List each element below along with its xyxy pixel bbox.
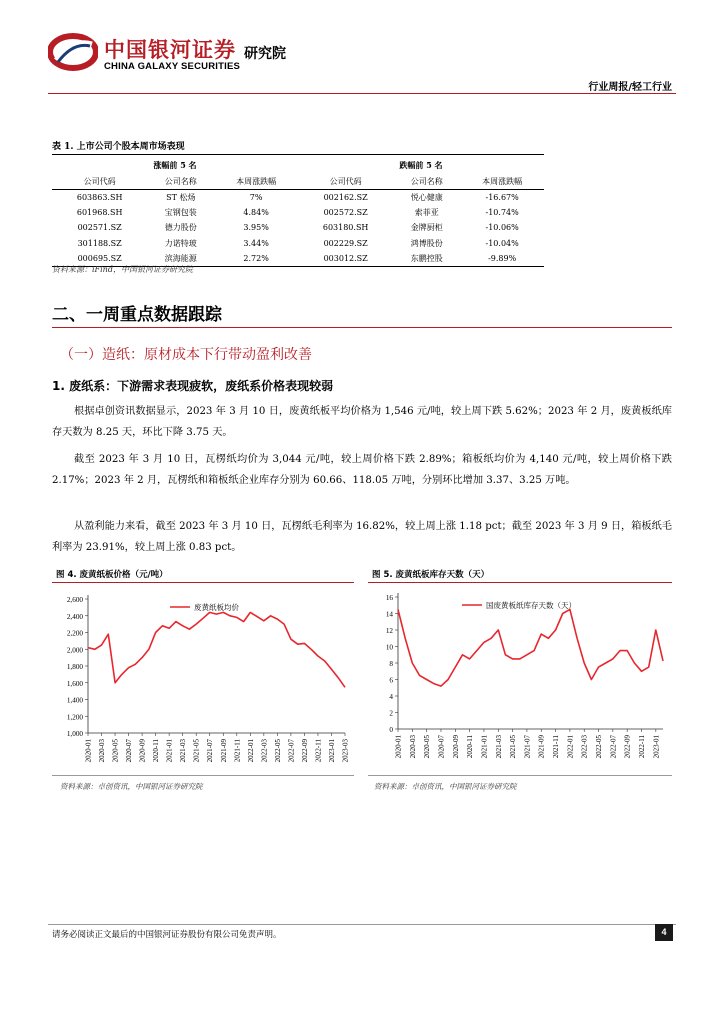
x-tick-label: 2022-01 <box>246 739 255 763</box>
y-tick-label: 1,400 <box>66 696 83 705</box>
x-tick-label: 2021-05 <box>192 739 201 763</box>
table-cell: 000695.SZ <box>77 254 122 263</box>
body-paragraph: 截至 2023 年 3 月 10 日，瓦楞纸均价为 3,044 元/吨，较上周价格下跌 2.89%；箱板纸均价为 4,140 元/吨，较上周价格下跌 2.17%；2023 年 2 月，瓦楞纸和箱板纸企业库存分别为 60.66、118.05 万吨，分别环比增加 3.37、3.25 万吨。 <box>52 454 672 486</box>
figure-caption: 图 4. 废黄纸板价格（元/吨） <box>56 570 168 580</box>
figure-source: 资料来源：卓创资讯，中国银河证券研究院 <box>60 782 203 791</box>
group-losers: 跌幅前 5 名 <box>399 160 443 171</box>
x-tick-label: 2020-07 <box>437 735 446 759</box>
x-tick-label: 2020-01 <box>394 735 403 759</box>
report-category: 行业周报/轻工行业 <box>588 82 672 93</box>
x-tick-label: 2022-03 <box>260 739 269 763</box>
x-tick-label: 2020-09 <box>138 739 147 763</box>
x-tick-label: 2021-01 <box>165 739 174 763</box>
x-tick-label: 2021-03 <box>179 739 188 763</box>
x-tick-label: 2021-09 <box>219 739 228 763</box>
x-tick-label: 2021-07 <box>523 735 532 759</box>
disclaimer-text: 请务必阅读正文最后的中国银河证券股份有限公司免责声明。 <box>52 930 282 940</box>
legend-label: 废黄纸板均价 <box>194 603 239 612</box>
x-tick-label: 2021-03 <box>494 735 503 759</box>
inventory-days-chart <box>368 584 672 774</box>
figure-bottom-rule <box>368 775 672 776</box>
x-tick-label: 2021-01 <box>480 735 489 759</box>
table-cell: -9.89% <box>488 254 517 263</box>
logo-text-cn: 中国银河证券 <box>104 38 236 62</box>
figure-source: 资料来源：卓创资讯，中国银河证券研究院 <box>374 782 517 791</box>
table-cell: 003012.SZ <box>323 254 368 263</box>
galaxy-logo-icon <box>48 32 98 72</box>
table-cell: 宝钢包装 <box>164 207 197 217</box>
table-top-rule <box>52 154 544 155</box>
table-cell: 力诺特玻 <box>164 238 197 248</box>
subsection-heading: （一）造纸：原材成本下行带动盈利改善 <box>60 347 312 363</box>
section-divider <box>52 327 672 328</box>
series-line <box>88 612 345 687</box>
col-header: 本周涨跌幅 <box>482 176 523 186</box>
table-cell: 002162.SZ <box>323 192 368 202</box>
x-tick-label: 2020-05 <box>423 735 432 759</box>
y-tick-label: 6 <box>389 676 393 685</box>
table-cell: 3.44% <box>243 238 269 248</box>
x-tick-label: 2022-03 <box>580 735 589 759</box>
table-cell: 德力股份 <box>164 223 197 233</box>
y-tick-label: 8 <box>389 660 393 668</box>
table-row <box>52 205 544 221</box>
body-paragraph: 根据卓创资讯数据显示，2023 年 3 月 10 日，废黄纸板平均价格为 1,546 元/吨，较上周下跌 5.62%；2023 年 2 月，废黄板纸库存天数为 8.25 天，环比下降 3.75 天。 <box>52 406 672 438</box>
institute-label: 研究院 <box>244 46 286 62</box>
table-row <box>52 236 544 252</box>
legend-label: 国废黄板纸库存天数（天） <box>486 601 576 610</box>
y-tick-label: 0 <box>389 726 393 734</box>
col-header: 本周涨跌幅 <box>236 176 277 186</box>
table-cell: 索菲亚 <box>414 207 439 217</box>
x-tick-label: 2021-09 <box>537 735 546 759</box>
x-tick-label: 2022-09 <box>623 735 632 759</box>
x-tick-label: 2023-01 <box>327 739 336 763</box>
table-cell: 3.95% <box>243 223 269 233</box>
y-tick-label: 2,200 <box>66 629 83 638</box>
figure-rule <box>52 582 354 583</box>
table-header-row <box>52 174 544 190</box>
y-tick-label: 16 <box>385 594 393 602</box>
x-tick-label: 2022-01 <box>566 735 575 759</box>
table-group-row <box>52 158 544 174</box>
table-cell: 金牌厨柜 <box>410 223 443 233</box>
table-cell: -10.74% <box>485 207 519 217</box>
header-divider <box>48 93 676 94</box>
y-tick-label: 2,600 <box>66 596 83 604</box>
table-cell: 鸿博股份 <box>410 238 443 248</box>
x-tick-label: 2020-01 <box>84 739 93 763</box>
topic-heading: 1. 废纸系：下游需求表现疲软，废纸系价格表现较弱 <box>52 379 334 393</box>
col-header: 公司名称 <box>164 176 197 186</box>
table-cell: 002572.SZ <box>323 207 368 217</box>
x-tick-label: 2020-07 <box>125 739 134 763</box>
col-header: 公司代码 <box>83 176 116 186</box>
table-cell: 4.84% <box>243 207 269 217</box>
y-tick-label: 1,000 <box>66 730 83 738</box>
x-tick-label: 2022-09 <box>300 739 309 763</box>
table-cell: -16.67% <box>485 192 519 202</box>
group-gainers: 涨幅前 5 名 <box>153 160 197 171</box>
table-cell: -10.04% <box>485 238 519 248</box>
x-tick-label: 2020-11 <box>466 735 475 759</box>
x-tick-label: 2020-03 <box>98 739 107 763</box>
table-cell: 7% <box>249 192 263 202</box>
x-tick-label: 2020-05 <box>111 739 120 763</box>
table-cell: 002229.SZ <box>323 238 368 248</box>
table-source: 资料来源：iFind，中国银河证券研究院 <box>52 265 193 274</box>
table-cell: -10.06% <box>485 223 519 233</box>
y-tick-label: 2 <box>389 709 393 718</box>
col-header: 公司名称 <box>410 176 443 186</box>
x-tick-label: 2020-11 <box>152 739 161 763</box>
x-tick-label: 2022-11 <box>314 739 323 763</box>
table-cell: 2.72% <box>243 254 269 263</box>
body-paragraph: 从盈利能力来看，截至 2023 年 3 月 10 日，瓦楞纸毛利率为 16.82%，较上周上涨 1.18 pct；截至 2023 年 3 月 9 日，箱板纸毛利率为 23.91%，较上周上涨 0.83 pct。 <box>52 521 672 553</box>
section-heading: 二、一周重点数据跟踪 <box>52 305 222 325</box>
figure-bottom-rule <box>52 775 354 776</box>
x-tick-label: 2020-03 <box>408 735 417 759</box>
y-tick-label: 2,000 <box>66 646 83 655</box>
x-tick-label: 2022-11 <box>638 735 647 759</box>
x-tick-label: 2022-05 <box>595 735 604 759</box>
table-cell: 滨海能源 <box>164 254 197 263</box>
y-tick-label: 12 <box>385 627 393 635</box>
table-cell: 301188.SZ <box>77 238 122 248</box>
table-row <box>52 220 544 236</box>
footer-divider <box>48 924 676 925</box>
page-number: 4 <box>655 924 673 941</box>
y-tick-label: 14 <box>385 610 393 619</box>
x-tick-label: 2023-01 <box>652 735 661 759</box>
table-cell: 601968.SH <box>76 207 123 217</box>
table-caption: 表 1. 上市公司个股本周市场表现 <box>52 142 185 152</box>
y-tick-label: 1,600 <box>66 679 83 688</box>
y-tick-label: 10 <box>385 643 393 652</box>
x-tick-label: 2023-03 <box>341 739 350 763</box>
x-tick-label: 2021-07 <box>206 739 215 763</box>
y-tick-label: 1,200 <box>66 713 83 722</box>
table-cell: ST 松炀 <box>166 192 196 202</box>
figure-rule <box>368 582 672 583</box>
y-tick-label: 2,400 <box>66 612 83 621</box>
series-line <box>398 609 663 686</box>
waste-paper-price-chart <box>52 584 354 774</box>
x-tick-label: 2022-05 <box>273 739 282 763</box>
figure-caption: 图 5. 废黄纸板库存天数（天） <box>372 570 490 580</box>
table-cell: 603180.SH <box>322 223 369 233</box>
table-cell: 东鹏控股 <box>410 254 443 263</box>
x-tick-label: 2022-07 <box>287 739 296 763</box>
x-tick-label: 2021-05 <box>509 735 518 759</box>
logo-text-en: CHINA GALAXY SECURITIES <box>104 61 241 72</box>
x-tick-label: 2021-11 <box>552 735 561 759</box>
stock-performance-table <box>52 158 544 267</box>
table-cell: 603863.SH <box>76 192 123 202</box>
table-cell: 002571.SZ <box>77 223 122 233</box>
table-row <box>52 189 544 205</box>
table-cell: 悦心健康 <box>410 192 443 202</box>
x-tick-label: 2021-11 <box>233 739 242 763</box>
y-tick-label: 1,800 <box>66 663 83 671</box>
y-tick-label: 4 <box>389 693 393 701</box>
col-header: 公司代码 <box>329 176 362 186</box>
x-tick-label: 2022-07 <box>609 735 618 759</box>
x-tick-label: 2020-09 <box>451 735 460 759</box>
